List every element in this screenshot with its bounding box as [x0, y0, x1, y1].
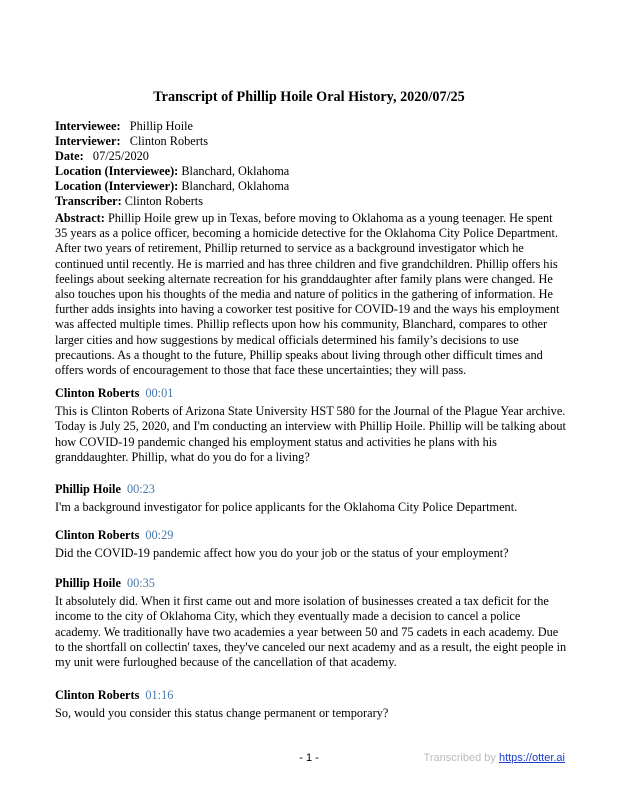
- abstract-text: Phillip Hoile grew up in Texas, before moving to Oklahoma as a young teenager. He spent 35 years as a police officer, becoming a homicide detective for the Oklahoma City Police Department. After two years of retirement, Phillip returned to service as a background investigator which he continued until recently. He is married and has three children and five grandchildren. Phillip offers his feelings about seeking alternate recreation for his granddaughter after family plans were changed. He also touches upon his thoughts of the media and nature of politics in the gathering of information. He further adds insights into having a coworker test positive for COVID-19 and the ways his employment was affected multiple times. Phillip reflects upon how his community, Blanchard, compares to other larger cities and how suggestions by medical officials determined his family’s decisions to use precautions. As a thought to the future, Phillip speaks about living through other difficult times and offers words of encouragement to those that face these uncertainties; they will pass.: [55, 211, 560, 378]
- meta-value: 07/25/2020: [92, 149, 149, 163]
- transcript-turn: [55, 688, 567, 721]
- meta-interviewee: [55, 119, 289, 134]
- utterance-text: I'm a background investigator for police applicants for the Oklahoma City Police Department.: [55, 500, 518, 515]
- speaker-name: Phillip Hoile: [55, 482, 121, 496]
- timestamp: 00:35: [126, 576, 155, 590]
- document-title: Transcript of Phillip Hoile Oral History, 2020/07/25: [153, 89, 465, 105]
- meta-label: Transcriber:: [55, 194, 122, 208]
- speaker-name: Phillip Hoile: [55, 576, 121, 590]
- otter-link[interactable]: https://otter.ai: [498, 752, 565, 764]
- meta-location-interviewee: [55, 164, 289, 179]
- metadata-block: [55, 119, 289, 209]
- utterance-text: This is Clinton Roberts of Arizona State University HST 580 for the Journal of the Plague Year archive. Today is July 25, 2020, and I'm conducting an interview with Phillip Hoile. Phillip will be talking about how COVID-19 pandemic changed his employment status and activities he plans with his granddaughter. Phillip, what do you do for a living?: [55, 404, 566, 464]
- meta-value: Blanchard, Oklahoma: [181, 179, 290, 193]
- utterance-text: Did the COVID-19 pandemic affect how you do your job or the status of your employment?: [55, 546, 509, 561]
- meta-label: Location (Interviewee):: [55, 164, 179, 178]
- meta-label: Date:: [55, 149, 84, 163]
- meta-date: [55, 149, 289, 164]
- utterance-text: It absolutely did. When it first came out and more isolation of businesses created a tax deficit for the income to the city of Oklahoma City, which they eventually made a decision to cancel a police academy. We traditionally have two academies a year between 50 and 75 cadets in each academy. Due to the shortfall on collectin' taxes, they've canceled our next academy and as a result, the eight people in my unit were furloughed because of the cancellation of that academy.: [55, 594, 567, 670]
- abstract-label: Abstract:: [55, 211, 105, 225]
- timestamp: 00:29: [145, 528, 174, 542]
- transcript-turn: [55, 482, 567, 515]
- transcript-turn: [55, 528, 567, 561]
- speaker-name: Clinton Roberts: [55, 386, 140, 400]
- abstract-paragraph: [55, 211, 567, 378]
- meta-label: Interviewer:: [55, 134, 121, 148]
- timestamp: 00:23: [126, 482, 155, 496]
- meta-value: Blanchard, Oklahoma: [181, 164, 290, 178]
- transcript-turn: [55, 386, 567, 465]
- transcription-credit: [424, 752, 565, 764]
- meta-label: Interviewee:: [55, 119, 121, 133]
- meta-transcriber: [55, 194, 289, 209]
- meta-location-interviewer: [55, 179, 289, 194]
- utterance-text: So, would you consider this status change permanent or temporary?: [55, 706, 389, 721]
- speaker-name: Clinton Roberts: [55, 688, 140, 702]
- meta-value: Clinton Roberts: [129, 134, 209, 148]
- speaker-name: Clinton Roberts: [55, 528, 140, 542]
- timestamp: 01:16: [145, 688, 174, 702]
- transcript-turn: [55, 576, 567, 670]
- meta-interviewer: [55, 134, 289, 149]
- meta-value: Phillip Hoile: [129, 119, 193, 133]
- page-number: - 1 -: [299, 752, 319, 764]
- timestamp: 00:01: [145, 386, 174, 400]
- credit-prefix: Transcribed by: [423, 752, 499, 764]
- meta-label: Location (Interviewer):: [55, 179, 179, 193]
- meta-value: Clinton Roberts: [124, 194, 204, 208]
